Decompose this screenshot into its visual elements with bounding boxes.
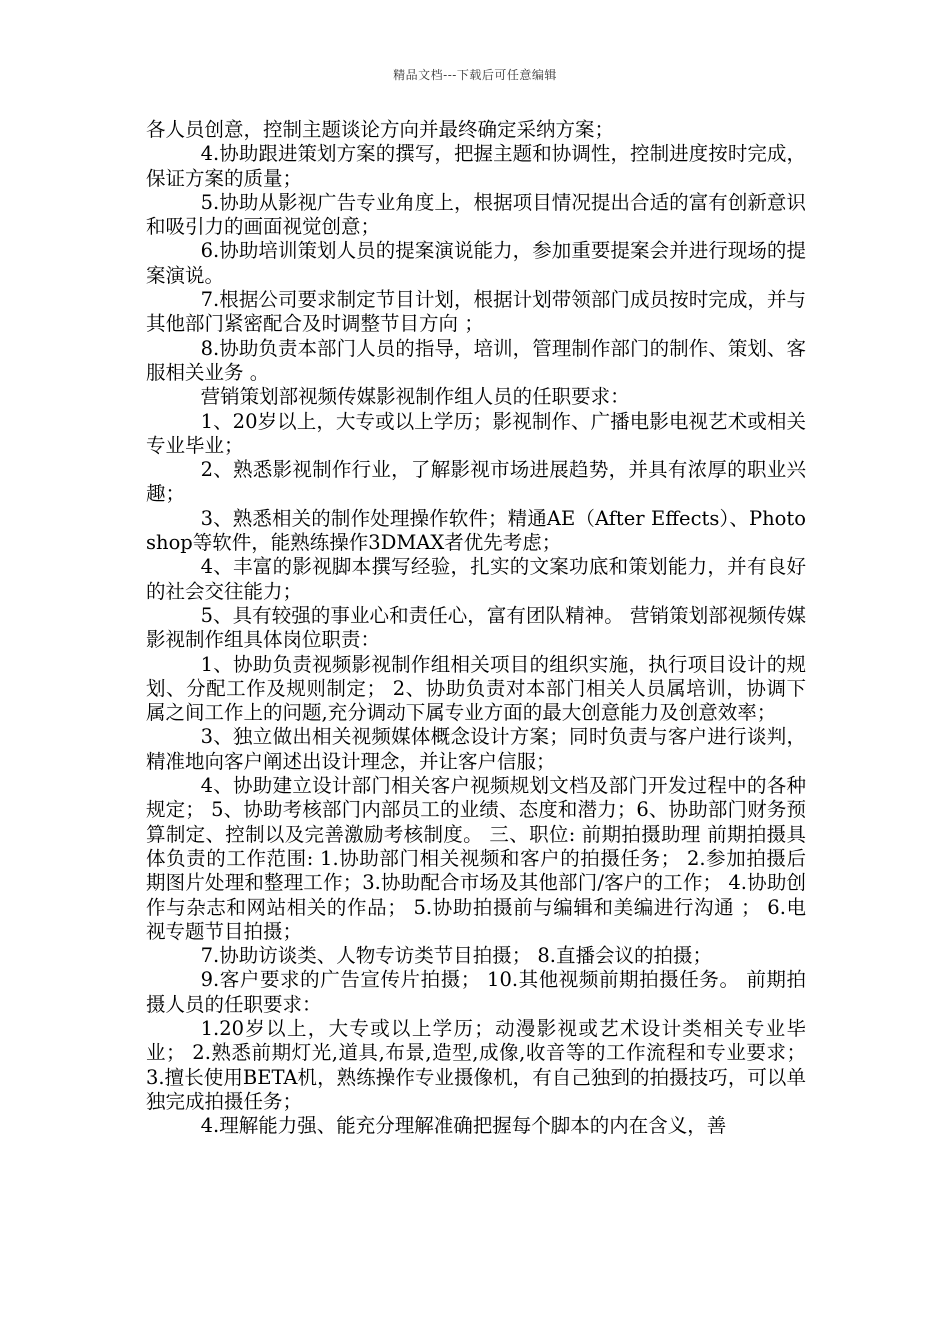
paragraph: 4、协助建立设计部门相关客户视频规划文档及部门开发过程中的各种规定； 5、协助考核部门内部员工的业绩、态度和潜力；6、协助部门财务预算制定、控制以及完善激励考核制度。 三、职位: 前期拍摄助理 前期拍摄具体负责的工作范围: 1.协助部门相关视频和客户的拍摄任务； 2.参加拍摄后期图片处理和整理工作；3.协助配合市场及其他部门/客户的工作； 4.协助创作与杂志和网站相关的作品； 5.协助拍摄前与编辑和美编进行沟通 ； 6.电视专题节目拍摄； [146,774,806,943]
paragraph: 4.理解能力强、能充分理解准确把握每个脚本的内在含义，善 [200,1114,727,1138]
section-heading: 营销策划部视频传媒影视制作组人员的任职要求： [200,385,630,409]
paragraph: 各人员创意，控制主题谈论方向并最终确定采纳方案； [146,118,615,141]
page-header: 精品文档---下载后可任意编辑 [393,68,557,82]
paragraph: 2、熟悉影视制作行业，了解影视市场进展趋势，并具有浓厚的职业兴趣； [146,458,806,506]
paragraph: 3、熟悉相关的制作处理操作软件；精通AE（After Effects）、Photoshop等软件，能熟练操作3DMAX者优先考虑； [146,506,806,555]
paragraph: 1、20岁以上，大专或以上学历；影视制作、广播电影电视艺术或相关专业毕业； [146,409,806,457]
paragraph: 3、独立做出相关视频媒体概念设计方案；同时负责与客户进行谈判，精准地向客户阐述出设计理念，并让客户信服； [146,725,806,773]
paragraph: 5、具有较强的事业心和责任心，富有团队精神。 营销策划部视频传媒影视制作组具体岗位职责： [146,603,806,652]
paragraph: 9.客户要求的广告宣传片拍摄； 10.其他视频前期拍摄任务。 前期拍摄人员的任职要求： [146,968,806,1016]
paragraph: 5.协助从影视广告专业角度上，根据项目情况提出合适的富有创新意识和吸引力的画面视觉创意； [146,190,806,239]
paragraph: 8.协助负责本部门人员的指导，培训，管理制作部门的制作、策划、客服相关业务 。 [146,336,806,384]
paragraph: 7.根据公司要求制定节目计划，根据计划带领部门成员按时完成，并与其他部门紧密配合及时调整节目方向 ； [146,288,806,336]
document-body [146,118,806,1138]
paragraph: 4、丰富的影视脚本撰写经验，扎实的文案功底和策划能力，并有良好的社会交往能力； [146,555,806,603]
paragraph: 6.协助培训策划人员的提案演说能力，参加重要提案会并进行现场的提案演说。 [146,239,806,287]
paragraph: 1、协助负责视频影视制作组相关项目的组织实施，执行项目设计的规划、分配工作及规则制定； 2、协助负责对本部门相关人员属培训，协调下属之间工作上的问题,充分调动下属专业方面的最大创意能力及创意效率； [146,652,806,725]
paragraph: 1.20岁以上，大专或以上学历；动漫影视或艺术设计类相关专业毕业； 2.熟悉前期灯光,道具,布景,造型,成像,收音等的工作流程和专业要求； 3.擅长使用BETA机，熟练操作专业摄像机，有自己独到的拍摄技巧，可以单独完成拍摄任务； [146,1016,806,1113]
paragraph: 7.协助访谈类、人物专访类节目拍摄； 8.直播会议的拍摄； [200,944,713,968]
paragraph: 4.协助跟进策划方案的撰写，把握主题和协调性，控制进度按时完成，保证方案的质量； [146,142,806,190]
